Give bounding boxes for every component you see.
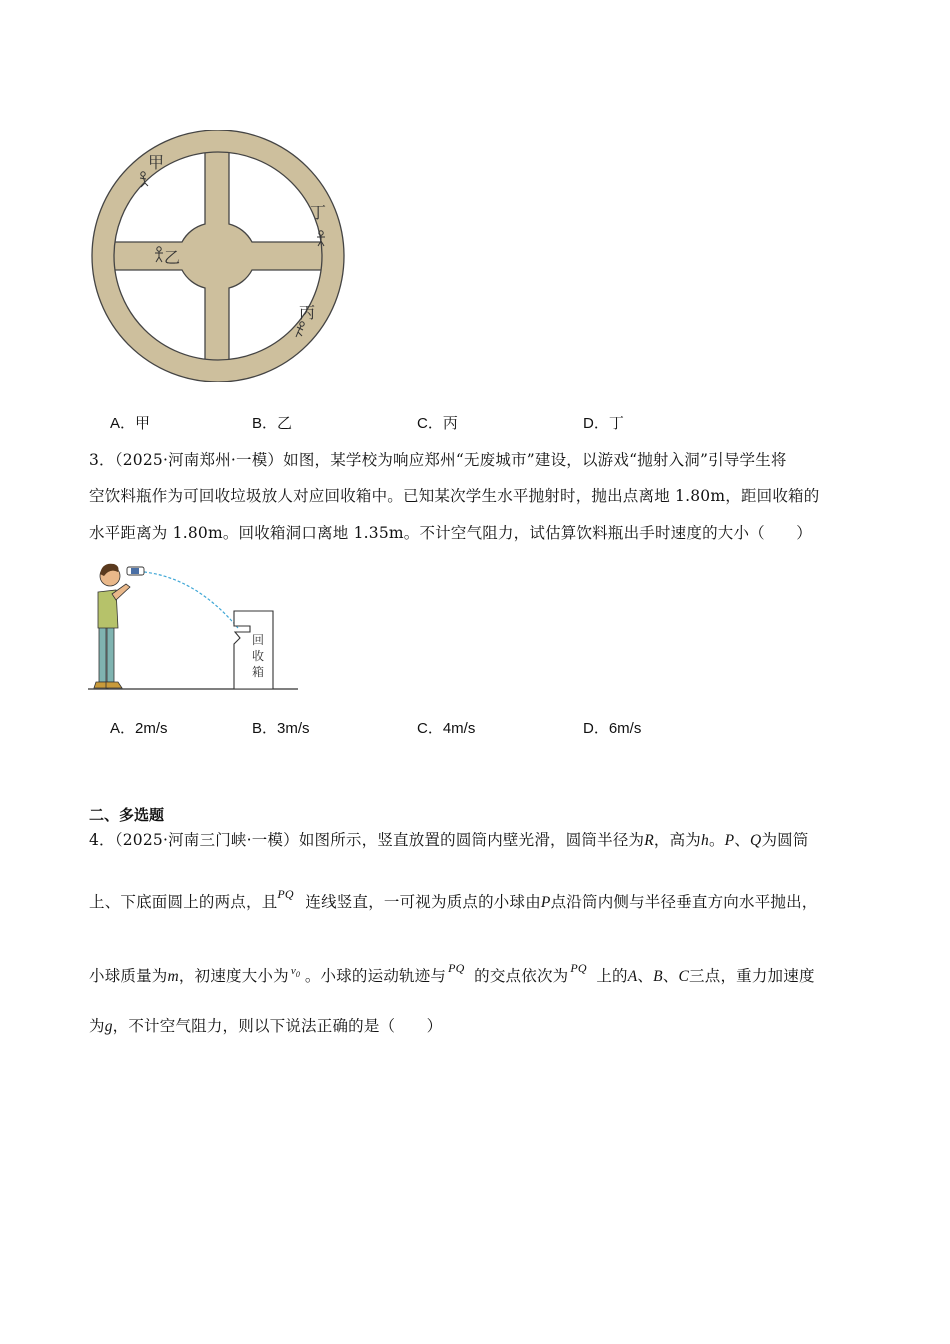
q2-option-d: D．丁 xyxy=(583,414,624,432)
figure-throw xyxy=(86,556,302,696)
q4-line2: 上、下底面圆上的两点，且 PQ 连线竖直，一可视为质点的小球由P点沿筒内侧与半径垂直方向水平抛出， xyxy=(89,887,818,911)
label-bing: 丙 xyxy=(299,303,316,322)
student-figure xyxy=(94,564,144,688)
label-ding: 丁 xyxy=(310,203,327,222)
label-yi: 乙 xyxy=(164,248,181,267)
wheel-diagram xyxy=(88,130,348,382)
bin-char-1: 回 xyxy=(251,633,265,647)
section-title-multiple-choice: 二、多选题 xyxy=(89,806,165,824)
q4-line1: 4．（2025·河南三门峡·一模）如图所示，竖直放置的圆筒内壁光滑，圆筒半径为R，高为h。P、Q为圆筒 xyxy=(89,831,809,849)
q2-option-a: A．甲 xyxy=(110,414,151,432)
trajectory-path xyxy=(144,572,238,628)
throw-diagram xyxy=(86,556,302,696)
bin-char-2: 收 xyxy=(251,649,265,663)
q4-pq-1: PQ xyxy=(277,887,294,901)
q3-line2: 空饮料瓶作为可回收垃圾放人对应回收箱中。已知某次学生水平抛射时，抛出点离地 1.80m，距回收箱的 xyxy=(89,487,820,505)
q3-option-a: A．2m/s xyxy=(110,720,168,737)
q3-line3: 水平距离为 1.80m。回收箱洞口离地 1.35m。不计空气阻力，试估算饮料瓶出手时速度的大小（ ） xyxy=(89,524,812,542)
q3-source: （2025·河南郑州·一模） xyxy=(114,451,284,469)
q3-option-c: C．4m/s xyxy=(417,720,476,737)
q4-v0: $v_0$ xyxy=(290,965,301,980)
q4-line4: 为g，不计空气阻力，则以下说法正确的是（ ） xyxy=(89,1017,443,1035)
q3-option-b: B．3m/s xyxy=(252,720,310,737)
q4-pq-3: PQ xyxy=(570,961,587,975)
figure-wheel xyxy=(88,130,348,382)
q4-line3: 小球质量为m，初速度大小为 $v_0$ 。小球的运动轨迹与 PQ 的交点依次为 PQ 上的A、B、C三点，重力加速度 xyxy=(89,961,815,985)
label-jia: 甲 xyxy=(148,153,165,172)
q3-number: 3． xyxy=(89,451,115,469)
q3-line1: 3．（2025·河南郑州·一模）如图，某学校为响应郑州“无废城市”建设，以游戏“抛射入洞”引导学生将 xyxy=(89,451,787,469)
bin-char-3: 箱 xyxy=(251,665,265,679)
q3-option-d: D．6m/s xyxy=(583,720,642,737)
q2-option-b: B．乙 xyxy=(252,414,293,432)
wheel-outer-ring xyxy=(92,130,344,382)
q4-pq-2: PQ xyxy=(448,961,465,975)
q2-option-c: C．丙 xyxy=(417,414,458,432)
